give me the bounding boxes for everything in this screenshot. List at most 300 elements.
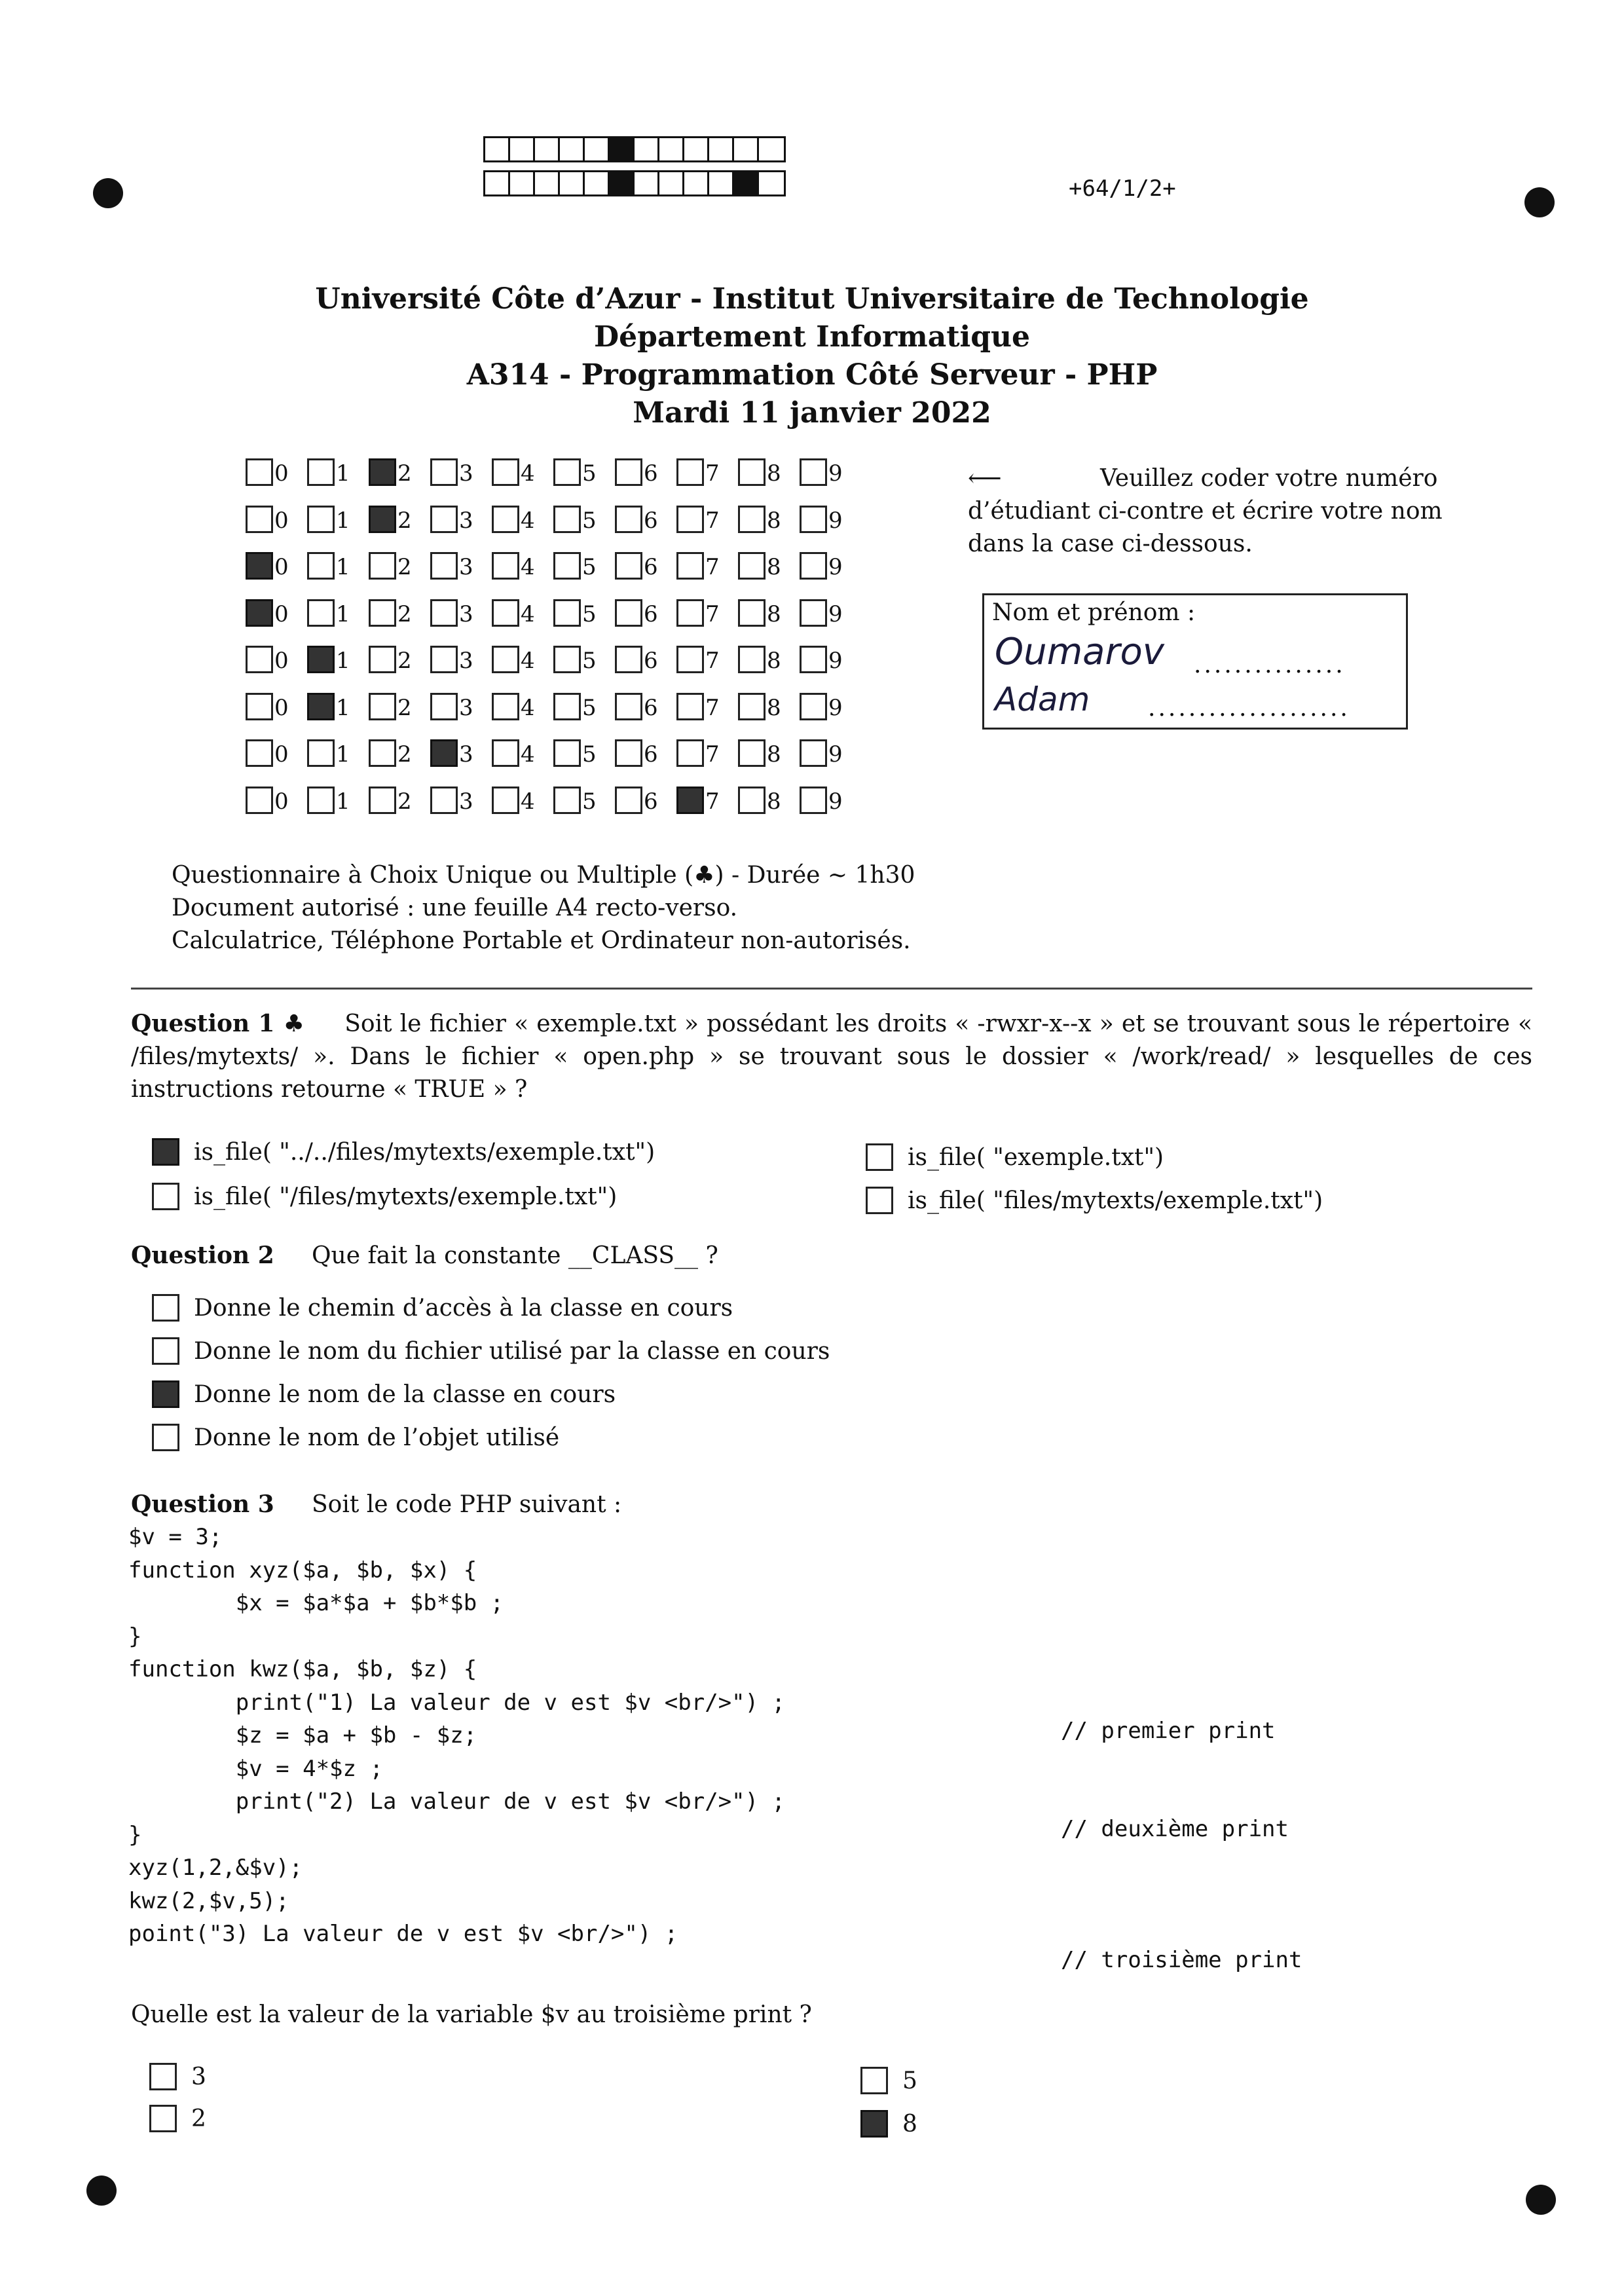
id-digit-checkbox[interactable] — [492, 599, 519, 627]
code-line: print("1) La valeur de v est $v <br/>") ; — [128, 1689, 786, 1716]
exam-date: Mardi 11 janvier 2022 — [633, 396, 991, 430]
id-digit-checkbox[interactable] — [492, 458, 519, 486]
id-digit-label: 6 — [644, 507, 658, 534]
id-digit-option[interactable] — [615, 599, 676, 627]
id-digit-checkbox[interactable] — [738, 693, 766, 720]
id-digit-label: 1 — [336, 554, 350, 580]
id-digit-checkbox[interactable] — [246, 506, 273, 533]
id-digit-option[interactable] — [307, 693, 369, 720]
id-digit-label: 2 — [397, 554, 412, 580]
code-line: } — [128, 1623, 142, 1650]
id-digit-checkbox[interactable] — [800, 506, 827, 533]
id-digit-checkbox[interactable] — [553, 739, 581, 767]
id-digit-checkbox[interactable] — [800, 552, 827, 580]
id-digit-option[interactable] — [800, 693, 861, 720]
question-3-stem — [131, 1488, 621, 1521]
id-digit-option[interactable] — [369, 599, 430, 627]
id-digit-checkbox[interactable] — [738, 599, 766, 627]
q2-option-a-checkbox[interactable] — [152, 1294, 179, 1322]
id-digit-option[interactable] — [246, 599, 307, 627]
id-digit-checkbox[interactable] — [369, 646, 396, 673]
id-digit-label: 8 — [767, 507, 781, 534]
id-digit-label: 6 — [644, 601, 658, 627]
id-digit-option[interactable] — [800, 506, 861, 533]
id-digit-checkbox[interactable] — [369, 693, 396, 720]
id-digit-checkbox[interactable] — [615, 787, 642, 814]
question-3-prompt: Quelle est la valeur de la variable $v au troisième print ? — [131, 2001, 812, 2028]
q2-option-b-label: Donne le nom du fichier utilisé par la classe en cours — [194, 1337, 830, 1365]
id-digit-checkbox[interactable] — [430, 787, 458, 814]
name-dots-line-2: .................... — [1148, 695, 1350, 722]
id-digit-option[interactable] — [369, 787, 430, 814]
id-digit-option[interactable] — [369, 739, 430, 767]
code-comment-1: // premier print — [1061, 1718, 1276, 1744]
id-digit-option[interactable] — [307, 787, 369, 814]
id-digit-option[interactable] — [246, 506, 307, 533]
q1-option-d[interactable] — [866, 1187, 1323, 1214]
id-digit-label: 2 — [397, 694, 412, 721]
id-digit-checkbox[interactable] — [369, 506, 396, 533]
instruction-line-3: dans la case ci-dessous. — [968, 530, 1253, 557]
id-row — [246, 739, 861, 767]
id-digit-option[interactable] — [369, 693, 430, 720]
id-digit-option[interactable] — [246, 458, 307, 486]
q1-option-b-checkbox[interactable] — [152, 1183, 179, 1210]
id-digit-checkbox[interactable] — [615, 458, 642, 486]
id-digit-label: 7 — [705, 601, 720, 627]
id-digit-option[interactable] — [800, 458, 861, 486]
id-digit-option[interactable] — [553, 599, 615, 627]
id-row — [246, 787, 861, 814]
id-digit-option[interactable] — [492, 693, 553, 720]
id-digit-label: 4 — [521, 694, 535, 721]
instruction-arrow: ⟵ — [968, 465, 1002, 492]
question-3-label: Question 3 — [131, 1491, 274, 1518]
question-1-label: Question 1 ♣ — [131, 1010, 305, 1037]
q3-option-a-checkbox[interactable] — [149, 2063, 177, 2090]
q2-option-a[interactable] — [152, 1294, 733, 1322]
q1-option-d-checkbox[interactable] — [866, 1187, 893, 1214]
id-digit-option[interactable] — [307, 646, 369, 673]
id-digit-label: 2 — [397, 648, 412, 674]
id-digit-checkbox[interactable] — [369, 458, 396, 486]
q2-option-b-checkbox[interactable] — [152, 1337, 179, 1365]
q1-option-d-label: is_file( "files/mytexts/exemple.txt") — [908, 1187, 1323, 1214]
id-digit-option[interactable] — [738, 787, 800, 814]
id-digit-label: 1 — [336, 601, 350, 627]
id-digit-checkbox[interactable] — [553, 646, 581, 673]
id-digit-checkbox[interactable] — [246, 739, 273, 767]
q2-option-c-checkbox[interactable] — [152, 1380, 179, 1408]
id-digit-checkbox[interactable] — [676, 552, 704, 580]
id-digit-option[interactable] — [553, 787, 615, 814]
registration-mark-top-right — [1524, 187, 1555, 217]
question-2-label: Question 2 — [131, 1242, 274, 1269]
id-digit-checkbox[interactable] — [369, 787, 396, 814]
q1-option-c-label: is_file( "exemple.txt") — [908, 1143, 1164, 1171]
id-digit-checkbox[interactable] — [676, 458, 704, 486]
id-digit-option[interactable] — [369, 458, 430, 486]
id-digit-option[interactable] — [676, 646, 738, 673]
id-digit-checkbox[interactable] — [492, 646, 519, 673]
code-line: kwz(2,$v,5); — [128, 1887, 289, 1914]
q1-option-c[interactable] — [866, 1143, 1164, 1171]
id-digit-option[interactable] — [553, 739, 615, 767]
id-digit-checkbox[interactable] — [676, 599, 704, 627]
id-digit-option[interactable] — [492, 458, 553, 486]
id-digit-option[interactable] — [430, 739, 492, 767]
id-digit-checkbox[interactable] — [430, 552, 458, 580]
id-digit-checkbox[interactable] — [676, 787, 704, 814]
code-line: xyz(1,2,&$v); — [128, 1855, 303, 1881]
code-line: $x = $a*$a + $b*$b ; — [128, 1590, 504, 1616]
q3-option-c-checkbox[interactable] — [860, 2067, 888, 2094]
id-digit-option[interactable] — [307, 739, 369, 767]
id-digit-label: 8 — [767, 554, 781, 580]
id-digit-checkbox[interactable] — [800, 599, 827, 627]
id-digit-checkbox[interactable] — [307, 646, 335, 673]
id-row — [246, 458, 861, 486]
id-digit-label: 7 — [705, 788, 720, 815]
id-digit-label: 1 — [336, 507, 350, 534]
q3-option-b-label: 2 — [191, 2105, 206, 2132]
q2-option-a-label: Donne le chemin d’accès à la classe en cours — [194, 1294, 733, 1322]
id-digit-checkbox[interactable] — [369, 739, 396, 767]
q1-option-b-label: is_file( "/files/mytexts/exemple.txt") — [194, 1183, 618, 1210]
q2-option-d-checkbox[interactable] — [152, 1424, 179, 1451]
id-digit-checkbox[interactable] — [430, 599, 458, 627]
id-digit-option[interactable] — [492, 787, 553, 814]
id-digit-label: 9 — [828, 694, 843, 721]
id-digit-option[interactable] — [738, 458, 800, 486]
id-digit-checkbox[interactable] — [800, 646, 827, 673]
id-digit-option[interactable] — [738, 506, 800, 533]
id-digit-label: 5 — [582, 694, 597, 721]
id-digit-checkbox[interactable] — [615, 599, 642, 627]
id-digit-label: 4 — [521, 554, 535, 580]
id-digit-option[interactable] — [246, 646, 307, 673]
id-digit-checkbox[interactable] — [430, 693, 458, 720]
id-digit-label: 2 — [397, 460, 412, 487]
id-digit-label: 7 — [705, 460, 720, 487]
id-row — [246, 552, 861, 580]
q1-option-a[interactable] — [152, 1138, 655, 1166]
registration-mark-top-left — [93, 178, 123, 208]
id-digit-option[interactable] — [307, 599, 369, 627]
id-digit-option[interactable] — [430, 787, 492, 814]
id-digit-label: 8 — [767, 741, 781, 768]
id-digit-checkbox[interactable] — [738, 458, 766, 486]
id-digit-checkbox[interactable] — [676, 646, 704, 673]
id-digit-label: 4 — [521, 788, 535, 815]
q2-option-c-label: Donne le nom de la classe en cours — [194, 1380, 616, 1408]
id-digit-option[interactable] — [800, 599, 861, 627]
q3-option-b[interactable] — [149, 2105, 206, 2132]
handwritten-first-name: Adam — [995, 680, 1090, 718]
id-digit-option[interactable] — [800, 739, 861, 767]
id-digit-checkbox[interactable] — [553, 458, 581, 486]
code-line: function xyz($a, $b, $x) { — [128, 1557, 477, 1583]
id-digit-option[interactable] — [615, 458, 676, 486]
question-2-text: Que fait la constante __CLASS__ ? — [312, 1242, 718, 1269]
id-digit-label: 1 — [336, 694, 350, 721]
id-digit-label: 7 — [705, 648, 720, 674]
id-digit-option[interactable] — [553, 506, 615, 533]
id-digit-label: 5 — [582, 554, 597, 580]
id-digit-checkbox[interactable] — [800, 458, 827, 486]
id-digit-checkbox[interactable] — [800, 739, 827, 767]
id-digit-option[interactable] — [800, 787, 861, 814]
id-digit-option[interactable] — [553, 693, 615, 720]
id-digit-checkbox[interactable] — [307, 739, 335, 767]
id-digit-checkbox[interactable] — [246, 646, 273, 673]
id-digit-checkbox[interactable] — [553, 552, 581, 580]
id-digit-label: 4 — [521, 648, 535, 674]
id-digit-option[interactable] — [492, 739, 553, 767]
id-digit-label: 6 — [644, 460, 658, 487]
id-digit-label: 4 — [521, 741, 535, 768]
id-digit-option[interactable] — [430, 552, 492, 580]
id-digit-checkbox[interactable] — [430, 739, 458, 767]
q2-option-c[interactable] — [152, 1380, 616, 1408]
id-digit-checkbox[interactable] — [738, 552, 766, 580]
id-digit-option[interactable] — [615, 646, 676, 673]
q2-option-b[interactable] — [152, 1337, 830, 1365]
id-digit-label: 0 — [274, 648, 289, 674]
id-digit-option[interactable] — [492, 599, 553, 627]
id-digit-label: 7 — [705, 507, 720, 534]
id-digit-checkbox[interactable] — [246, 552, 273, 580]
code-line: function kwz($a, $b, $z) { — [128, 1656, 477, 1682]
id-digit-checkbox[interactable] — [307, 506, 335, 533]
id-digit-checkbox[interactable] — [492, 506, 519, 533]
id-digit-option[interactable] — [369, 506, 430, 533]
id-digit-option[interactable] — [430, 693, 492, 720]
q3-option-a[interactable] — [149, 2063, 206, 2090]
id-digit-checkbox[interactable] — [307, 787, 335, 814]
id-digit-option[interactable] — [615, 506, 676, 533]
id-digit-label: 3 — [459, 741, 473, 768]
id-digit-label: 9 — [828, 507, 843, 534]
id-digit-label: 1 — [336, 648, 350, 674]
id-digit-label: 0 — [274, 460, 289, 487]
id-digit-option[interactable] — [615, 739, 676, 767]
id-digit-label: 9 — [828, 601, 843, 627]
id-digit-option[interactable] — [615, 787, 676, 814]
id-digit-option[interactable] — [369, 552, 430, 580]
id-digit-option[interactable] — [553, 458, 615, 486]
instruction-line-1: Veuillez coder votre numéro — [1100, 465, 1438, 492]
id-digit-option[interactable] — [492, 646, 553, 673]
id-digit-checkbox[interactable] — [676, 739, 704, 767]
id-digit-option[interactable] — [615, 552, 676, 580]
id-digit-option[interactable] — [246, 787, 307, 814]
id-digit-checkbox[interactable] — [738, 787, 766, 814]
id-digit-checkbox[interactable] — [738, 739, 766, 767]
id-digit-label: 9 — [828, 741, 843, 768]
code-line: $v = 3; — [128, 1524, 223, 1550]
id-digit-label: 3 — [459, 788, 473, 815]
id-digit-checkbox[interactable] — [246, 599, 273, 627]
id-digit-label: 8 — [767, 460, 781, 487]
id-digit-option[interactable] — [738, 739, 800, 767]
id-digit-label: 9 — [828, 554, 843, 580]
code-line: point("3) La valeur de v est $v <br/>") ; — [128, 1921, 678, 1947]
id-digit-label: 5 — [582, 507, 597, 534]
id-digit-label: 0 — [274, 554, 289, 580]
id-digit-option[interactable] — [676, 739, 738, 767]
q1-option-c-checkbox[interactable] — [866, 1143, 893, 1171]
code-line: $v = 4*$z ; — [128, 1755, 383, 1782]
id-digit-checkbox[interactable] — [430, 458, 458, 486]
id-digit-label: 0 — [274, 788, 289, 815]
id-digit-label: 6 — [644, 788, 658, 815]
id-digit-label: 4 — [521, 601, 535, 627]
id-digit-checkbox[interactable] — [430, 506, 458, 533]
id-digit-checkbox[interactable] — [615, 693, 642, 720]
q3-option-c[interactable] — [860, 2067, 917, 2094]
id-digit-checkbox[interactable] — [553, 599, 581, 627]
id-digit-checkbox[interactable] — [492, 739, 519, 767]
id-digit-checkbox[interactable] — [430, 646, 458, 673]
id-digit-option[interactable] — [553, 552, 615, 580]
id-digit-option[interactable] — [246, 739, 307, 767]
id-digit-option[interactable] — [553, 646, 615, 673]
id-digit-option[interactable] — [492, 552, 553, 580]
sheet-barcode-bottom — [483, 170, 786, 196]
q2-option-d-label: Donne le nom de l’objet utilisé — [194, 1424, 560, 1451]
id-digit-option[interactable] — [430, 506, 492, 533]
id-digit-checkbox[interactable] — [492, 787, 519, 814]
id-digit-label: 6 — [644, 694, 658, 721]
id-digit-checkbox[interactable] — [307, 693, 335, 720]
id-digit-checkbox[interactable] — [553, 506, 581, 533]
q1-option-a-label: is_file( "../../files/mytexts/exemple.txt") — [194, 1138, 655, 1166]
id-digit-option[interactable] — [369, 646, 430, 673]
id-digit-option[interactable] — [307, 458, 369, 486]
handwritten-last-name: Oumarov — [995, 631, 1164, 673]
id-digit-option[interactable] — [246, 693, 307, 720]
q2-option-d[interactable] — [152, 1424, 559, 1451]
id-digit-checkbox[interactable] — [246, 693, 273, 720]
id-digit-checkbox[interactable] — [676, 506, 704, 533]
code-comment-3: // troisième print — [1061, 1947, 1302, 1973]
id-digit-label: 4 — [521, 507, 535, 534]
id-digit-checkbox[interactable] — [307, 599, 335, 627]
id-digit-checkbox[interactable] — [800, 787, 827, 814]
id-digit-label: 2 — [397, 601, 412, 627]
name-box-label: Nom et prénom : — [992, 599, 1196, 626]
id-digit-option[interactable] — [738, 646, 800, 673]
id-digit-label: 8 — [767, 601, 781, 627]
id-digit-option[interactable] — [430, 646, 492, 673]
exam-info-line-1: Questionnaire à Choix Unique ou Multiple (♣) - Durée ∼ 1h30 — [172, 862, 915, 889]
name-dots-line-1: ............... — [1194, 652, 1346, 678]
id-digit-checkbox[interactable] — [738, 646, 766, 673]
id-digit-option[interactable] — [800, 646, 861, 673]
id-digit-label: 7 — [705, 554, 720, 580]
name-box[interactable] — [982, 593, 1408, 730]
id-digit-option[interactable] — [676, 693, 738, 720]
registration-mark-bottom-left — [86, 2176, 117, 2206]
id-digit-checkbox[interactable] — [246, 458, 273, 486]
id-digit-label: 8 — [767, 788, 781, 815]
id-digit-option[interactable] — [246, 552, 307, 580]
id-digit-option[interactable] — [676, 552, 738, 580]
question-3-text: Soit le code PHP suivant : — [312, 1491, 622, 1518]
q3-option-a-label: 3 — [191, 2063, 206, 2090]
id-digit-label: 3 — [459, 554, 473, 580]
id-digit-checkbox[interactable] — [615, 646, 642, 673]
id-digit-option[interactable] — [676, 599, 738, 627]
id-digit-label: 3 — [459, 460, 473, 487]
id-digit-option[interactable] — [676, 506, 738, 533]
section-divider — [131, 988, 1532, 990]
id-digit-label: 9 — [828, 788, 843, 815]
id-digit-label: 0 — [274, 507, 289, 534]
id-digit-option[interactable] — [307, 506, 369, 533]
id-digit-checkbox[interactable] — [492, 693, 519, 720]
id-digit-label: 3 — [459, 694, 473, 721]
q3-option-b-checkbox[interactable] — [149, 2105, 177, 2132]
id-digit-label: 9 — [828, 648, 843, 674]
id-digit-checkbox[interactable] — [615, 739, 642, 767]
id-digit-label: 3 — [459, 507, 473, 534]
id-digit-label: 1 — [336, 460, 350, 487]
id-digit-checkbox[interactable] — [615, 506, 642, 533]
id-digit-option[interactable] — [738, 552, 800, 580]
id-digit-label: 6 — [644, 554, 658, 580]
id-digit-checkbox[interactable] — [307, 458, 335, 486]
id-digit-option[interactable] — [615, 693, 676, 720]
id-digit-checkbox[interactable] — [738, 506, 766, 533]
id-digit-checkbox[interactable] — [492, 552, 519, 580]
id-digit-label: 2 — [397, 741, 412, 768]
id-digit-label: 5 — [582, 460, 597, 487]
q1-option-a-checkbox[interactable] — [152, 1138, 179, 1166]
id-digit-checkbox[interactable] — [369, 552, 396, 580]
q1-option-b[interactable] — [152, 1183, 617, 1210]
id-digit-checkbox[interactable] — [369, 599, 396, 627]
id-digit-option[interactable] — [307, 552, 369, 580]
id-digit-option[interactable] — [676, 458, 738, 486]
id-digit-checkbox[interactable] — [800, 693, 827, 720]
id-digit-label: 4 — [521, 460, 535, 487]
sheet-barcode-top — [483, 136, 786, 162]
id-digit-option[interactable] — [676, 787, 738, 814]
id-digit-label: 5 — [582, 788, 597, 815]
id-digit-option[interactable] — [492, 506, 553, 533]
q3-option-d[interactable] — [860, 2110, 917, 2138]
id-digit-checkbox[interactable] — [553, 693, 581, 720]
id-digit-option[interactable] — [738, 599, 800, 627]
id-digit-checkbox[interactable] — [553, 787, 581, 814]
id-digit-checkbox[interactable] — [307, 552, 335, 580]
id-digit-label: 3 — [459, 648, 473, 674]
id-digit-label: 5 — [582, 601, 597, 627]
id-digit-option[interactable] — [430, 599, 492, 627]
sheet-id: +64/1/2+ — [1069, 176, 1176, 202]
id-digit-option[interactable] — [430, 458, 492, 486]
id-digit-option[interactable] — [800, 552, 861, 580]
id-digit-checkbox[interactable] — [615, 552, 642, 580]
id-digit-checkbox[interactable] — [246, 787, 273, 814]
id-digit-checkbox[interactable] — [676, 693, 704, 720]
id-digit-label: 8 — [767, 694, 781, 721]
code-line: $z = $a + $b - $z; — [128, 1722, 477, 1749]
q3-option-d-checkbox[interactable] — [860, 2110, 888, 2138]
id-digit-option[interactable] — [738, 693, 800, 720]
